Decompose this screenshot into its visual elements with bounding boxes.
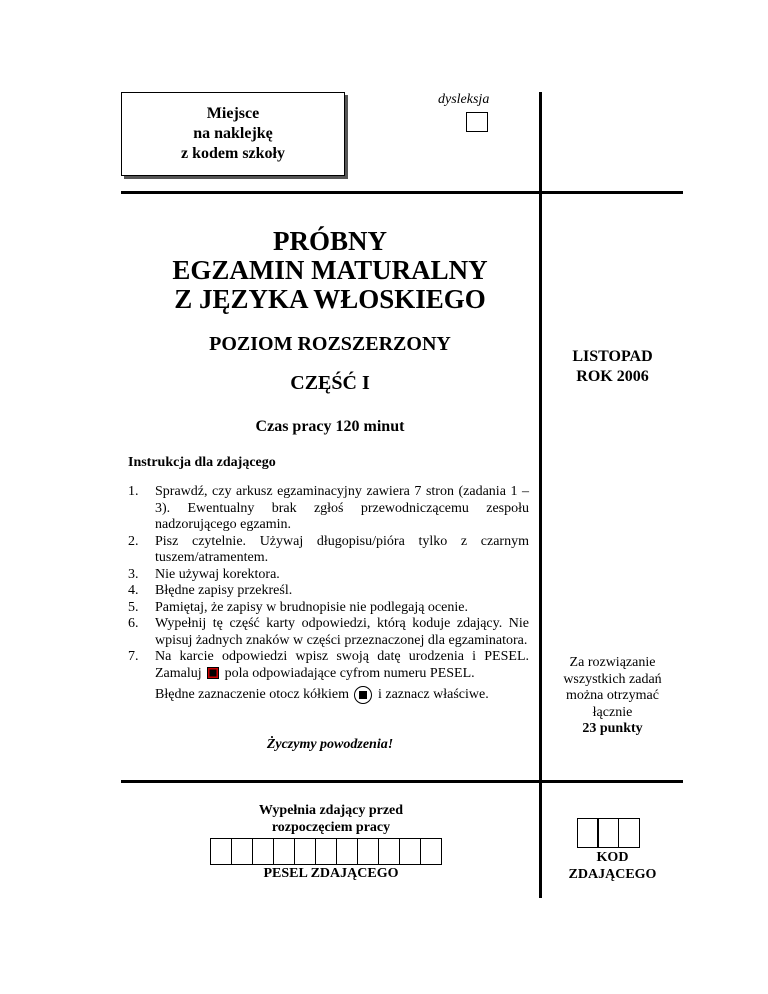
sticker-line: z kodem szkoły [181,145,285,162]
points-line: wszystkich zadań [563,671,662,687]
sticker-box [121,92,345,176]
instruction-item [128,484,529,534]
vertical-divider [539,92,542,898]
instructions-title: Instrukcja dla zdającego [128,455,276,470]
exam-title [121,227,539,314]
title-line: EGZAMIN MATURALNY [172,255,488,285]
date-year: ROK 2006 [576,368,649,385]
instruction-number: 4. [128,583,139,598]
points-total: 23 punkty [582,721,643,736]
pesel-digit-cell[interactable] [399,838,421,865]
pesel-digit-cell[interactable] [210,838,232,865]
pesel-digit-cell[interactable] [420,838,442,865]
title-line: Z JĘZYKA WŁOSKIEGO [174,284,486,314]
instruction-number: 3. [128,566,139,582]
instruction-text: Pamiętaj, że zapisy w brudnopisie nie podlegają ocenie. [155,599,468,615]
code-digit-cell[interactable] [618,818,640,848]
fill-line: Wypełnia zdający przed [258,803,404,818]
points-line: łącznie [592,704,633,720]
instruction-number: 6. [128,616,139,631]
instruction-text: Nie używaj korektora. [155,566,280,582]
instruction-text: Wypełnij tę część karty odpowiedzi, którą koduje zdający. Nie wpisuj żadnych znaków w części przeznaczonej dla egzaminatora. [155,616,529,648]
exam-date [542,347,683,387]
points-line: można otrzymać [566,688,659,703]
instruction-number: 1. [128,484,139,499]
sticker-line: Miejsce [206,105,260,122]
code-label-line: ZDAJĄCEGO [568,866,657,882]
instruction-text: Pisz czytelnie. Używaj długopisu/pióra tylko z czarnym tuszem/atramentem. [155,533,529,565]
pesel-input-grid[interactable] [211,838,442,865]
sticker-line: na naklejkę [193,125,273,142]
date-month: LISTOPAD [572,348,653,365]
instruction-number: 2. [128,533,139,549]
dyslexia-checkbox[interactable] [466,112,488,132]
points-info [542,655,683,738]
instruction-text-part: Na karcie odpowiedzi wpisz swoją datę urodzenia i PESEL. Zamaluj [155,649,529,681]
pesel-digit-cell[interactable] [378,838,400,865]
exam-time: Czas pracy 120 minut [255,418,405,435]
exam-part: CZĘŚĆ I [290,372,370,394]
instruction-text [155,649,529,704]
instruction-text-part: pola odpowiadające cyfrom numeru PESEL. [224,665,475,681]
title-line: PRÓBNY [273,226,387,256]
instruction-item [128,616,529,649]
instruction-item [128,649,529,704]
pesel-digit-cell[interactable] [273,838,295,865]
instruction-item [128,583,529,600]
instruction-number: 5. [128,599,139,615]
top-divider [121,191,683,194]
candidate-code-label [542,850,683,883]
exam-level: POZIOM ROZSZERZONY [209,333,451,355]
instruction-number: 7. [128,649,139,664]
dyslexia-label: dysleksja [438,92,490,107]
pesel-label: PESEL ZDAJĄCEGO [263,866,399,881]
instruction-text-part: Błędne zaznaczenie otocz kółkiem [155,687,349,703]
pesel-digit-cell[interactable] [315,838,337,865]
good-luck-text: Życzymy powodzenia! [266,737,394,752]
points-line: Za rozwiązanie [569,655,656,670]
instructions-list [128,484,529,704]
instruction-text: Sprawdź, czy arkusz egzaminacyjny zawiera 7 stron (zadania 1 – 3). Ewentualny brak zgłoś przewodniczącemu zespołu nadzorującego egzamin. [155,484,529,532]
candidate-code-grid[interactable] [578,818,640,848]
bottom-divider [121,780,683,783]
pesel-digit-cell[interactable] [336,838,358,865]
fill-line: rozpoczęciem pracy [271,819,391,835]
pesel-digit-cell[interactable] [357,838,379,865]
circled-square-icon [354,686,372,704]
pesel-digit-cell[interactable] [231,838,253,865]
fill-instruction [211,803,451,836]
code-digit-cell[interactable] [597,818,619,848]
code-digit-cell[interactable] [577,818,599,848]
instruction-item [128,534,529,567]
instruction-item [128,600,529,617]
filled-square-icon [207,667,219,679]
pesel-digit-cell[interactable] [294,838,316,865]
instruction-text-part: i zaznacz właściwe. [377,687,489,703]
instruction-text: Błędne zapisy przekreśl. [155,583,293,598]
code-label-line: KOD [596,850,629,865]
pesel-digit-cell[interactable] [252,838,274,865]
instruction-item [128,567,529,584]
